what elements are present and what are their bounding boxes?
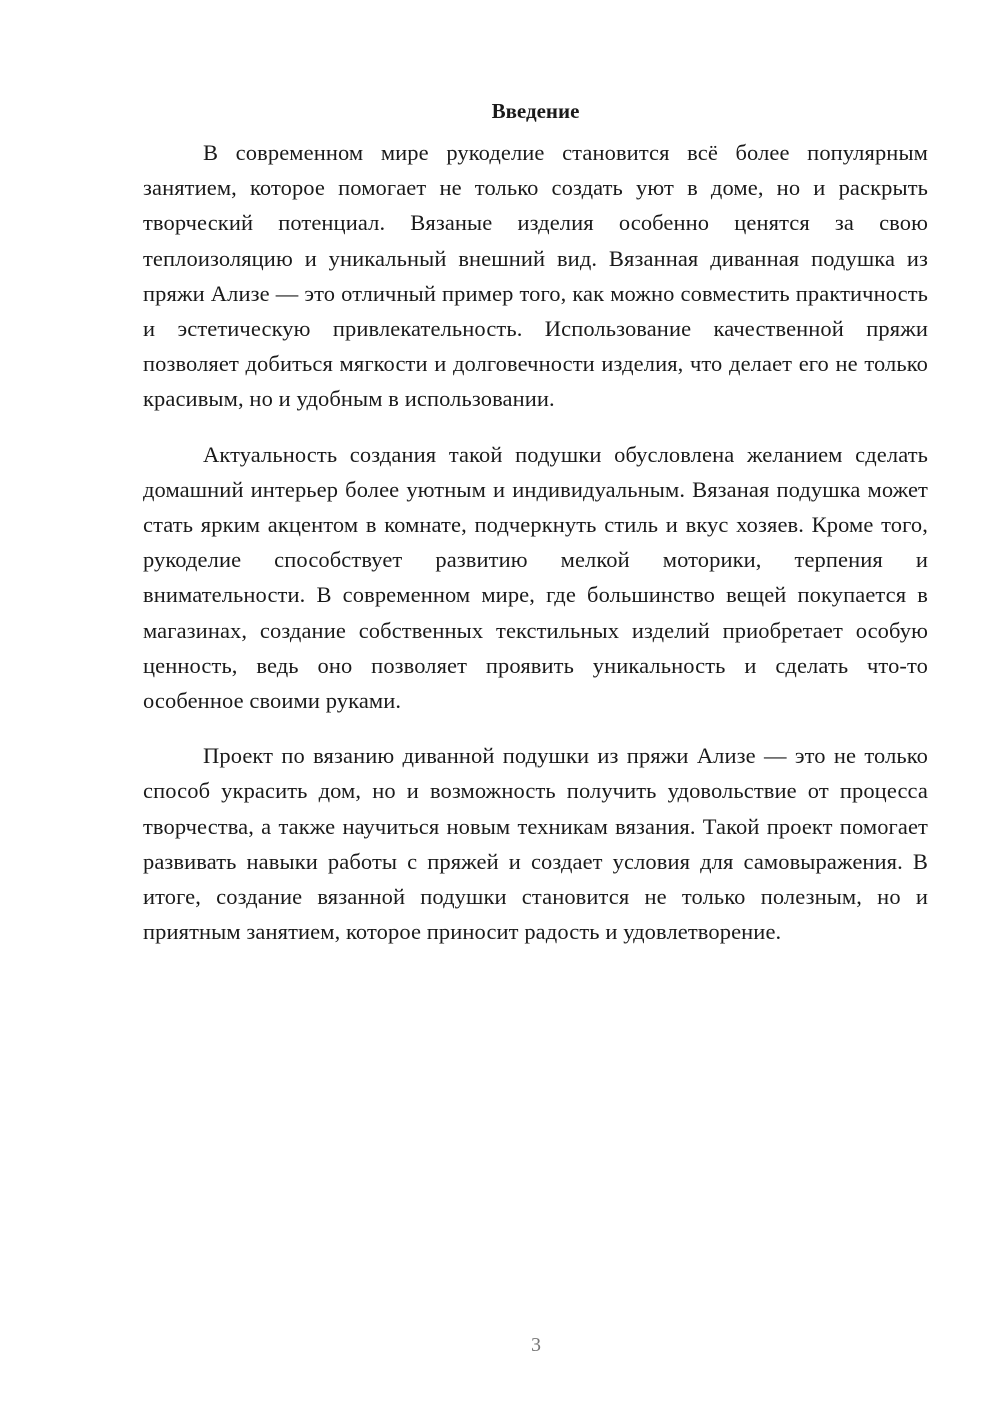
page-content bbox=[143, 96, 928, 969]
section-heading: Введение bbox=[491, 99, 580, 123]
page-number: 3 bbox=[531, 1334, 541, 1356]
paragraph-2: Актуальность создания такой подушки обусловлена желанием сделать домашний интерьер более уютным и индивидуальным. Вязаная подушка может стать ярким акцентом в комнате, подчеркнуть стиль и вкус хозяев. Кроме того, рукоделие способствует развитию мелкой моторики, терпения и внимательности. В современном мире, где большинство вещей покупается в магазинах, создание собственных текстильных изделий приобретает особую ценность, ведь оно позволяет проявить уникальность и сделать что-то особенное своими руками. bbox=[143, 441, 928, 714]
paragraph-1: В современном мире рукоделие становится всё более популярным занятием, которое помогает не только создать уют в доме, но и раскрыть творческий потенциал. Вязаные изделия особенно ценятся за свою теплоизоляцию и уникальный внешний вид. Вязанная диванная подушка из пряжи Ализе — это отличный пример того, как можно совместить практичность и эстетическую привлекательность. Использование качественной пряжи позволяет добиться мягкости и долговечности изделия, что делает его не только красивым, но и удобным в использовании. bbox=[143, 140, 928, 412]
paragraph-3: Проект по вязанию диванной подушки из пряжи Ализе — это не только способ украсить дом, но и возможность получить удовольствие от процесса творчества, а также научиться новым техникам вязания. Такой проект помогает развивать навыки работы с пряжей и создает условия для самовыражения. В итоге, создание вязанной подушки становится не только полезным, но и приятным занятием, которое приносит радость и удовлетворение. bbox=[143, 743, 928, 945]
